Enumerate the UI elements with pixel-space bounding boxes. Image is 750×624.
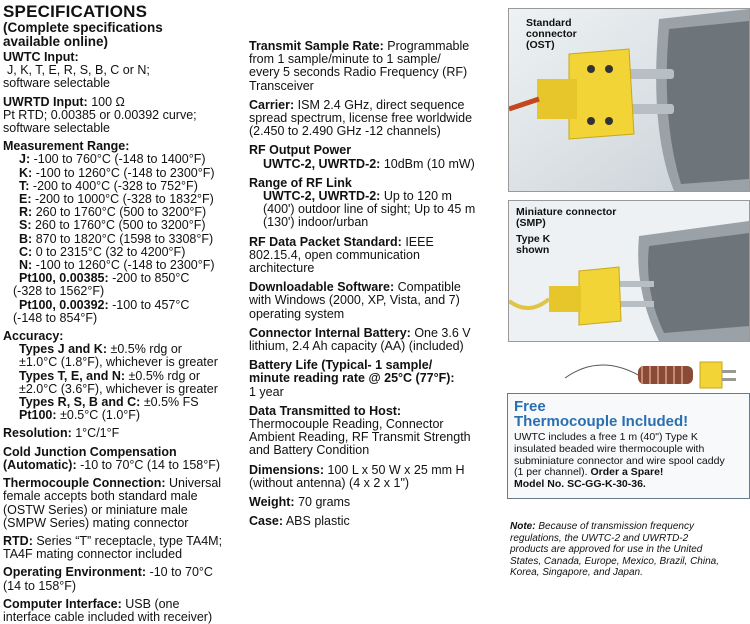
accuracy-pt100: Pt100: ±0.5°C (1.0°F) bbox=[19, 408, 141, 423]
resolution: Resolution: 1°C/1°F bbox=[3, 426, 120, 441]
measurement-range-row: B: 870 to 1820°C (1598 to 3308°F) bbox=[19, 231, 214, 246]
free-thermocouple-box bbox=[507, 393, 750, 499]
rf-output-power: RF Output Power UWTC-2, UWRTD-2: 10dBm (10 mW) bbox=[249, 143, 475, 171]
transmit-sample-rate: Transmit Sample Rate: Programmable from 1 sample/minute to 1 sample/ every 5 seconds Radio Frequency (RF) Transceiver bbox=[249, 39, 470, 93]
rtd-connection: RTD: Series “T” receptacle, type TA4M; TA4F mating connector included bbox=[3, 533, 223, 562]
rf-data-packet-standard: RF Data Packet Standard: IEEE 802.15.4, open communication architecture bbox=[249, 234, 434, 276]
uwtc-input: UWTC Input: J, K, T, E, R, S, B, C or N; software selectable bbox=[3, 50, 150, 91]
thermocouple-connection: Thermocouple Connection: Universal female accepts both standard male (OSTW Series) or miniature male (SMPW Series) mating connector bbox=[3, 476, 222, 530]
measurement-range-row: J: -100 to 760°C (-148 to 1400°F) bbox=[19, 152, 206, 167]
thermocouple-probe-illustration bbox=[560, 348, 748, 398]
dimensions: Dimensions: 100 L x 50 W x 25 mm H (without antenna) (4 x 2 x 1") bbox=[249, 462, 465, 490]
measurement-range-row: E: -200 to 1000°C (-328 to 1832°F) bbox=[19, 192, 214, 207]
computer-interface: Computer Interface: USB (one interface cable included with receiver) bbox=[3, 596, 213, 624]
carrier: Carrier: ISM 2.4 GHz, direct sequence spread spectrum, license free worldwide (2.450 to 2.490 GHz -12 channels) bbox=[249, 97, 473, 139]
measurement-range-row: T: -200 to 400°C (-328 to 752°F) bbox=[19, 178, 198, 193]
operating-environment: Operating Environment: -10 to 70°C (14 to 158°F) bbox=[3, 565, 213, 593]
data-transmitted: Data Transmitted to Host: Thermocouple Reading, Connector Ambient Reading, RF Transmit Strength and Battery Condition bbox=[249, 403, 471, 458]
measurement-range: Measurement Range: J: -100 to 760°C (-148 to 1400°F) K: -100 to 1260°C (-148 to 2300°F) T: -200 to 400°C (-328 to 752°F) E: -200 to 1000°C (-328 to 1832°F) R: 260 to 1760°C (500 to 3200°F) S: 260 to 1760°C (500 to 3200°F) B: 870 to 1820°C (1598 to 3308°F) C: 0 to 2315°C (32 to 4200°F) N: -100 to 1260°C (-148 to 2300°F) Pt100, 0.00385: -200 to 850°C (-328 to 1562°F) Pt100, 0.00392: -100 to 457°C (-148 to 854°F) bbox=[3, 140, 248, 325]
rf-range: Range of RF Link UWTC-2, UWRTD-2: Up to 120 m (400') outdoor line of sight; Up to 45 m (130') indoor/urban bbox=[249, 175, 476, 230]
miniature-connector-caption: Miniature connector (SMP) Type K shown bbox=[516, 206, 617, 256]
accuracy: Accuracy: Types J and K: ±0.5% rdg or ±1.0°C (1.8°F), whichever is greater Types T, E, and N: ±0.5% rdg or ±2.0°C (3.6°F), whichever is greater Types R, S, B and C: ±0.5% FS Pt100: ±0.5°C (1.0°F) bbox=[3, 330, 248, 422]
model-number: Model No. SC-GG-K-30-36. bbox=[514, 478, 646, 491]
weight: Weight: 70 grams bbox=[249, 495, 351, 510]
cold-junction: Cold Junction Compensation (Automatic): -10 to 70°C (14 to 158°F) bbox=[3, 444, 221, 472]
measurement-range-row: N: -100 to 1260°C (-148 to 2300°F) bbox=[19, 258, 215, 273]
order-spare-link[interactable]: Order a Spare! bbox=[590, 466, 664, 479]
free-subtitle: Thermocouple Included! bbox=[514, 413, 689, 430]
accuracy-rsbc: Types R, S, B and C: ±0.5% FS bbox=[19, 395, 199, 410]
uwrtd-input: UWRTD Input: 100 Ω Pt RTD; 0.00385 or 0.00392 curve; software selectable bbox=[3, 94, 197, 136]
page-title: SPECIFICATIONS bbox=[3, 2, 148, 21]
regulatory-note: Note: Because of transmission frequency regulations, the UWTC-2 and UWRTD-2 products are approved for use in the United States, Canada, Europe, Mexico, Brazil, China, Korea, Singapore, and Japan. bbox=[510, 521, 719, 578]
measurement-range-row: K: -100 to 1260°C (-148 to 2300°F) bbox=[19, 165, 215, 180]
downloadable-software: Downloadable Software: Compatible with Windows (2000, XP, Vista, and 7) operating system bbox=[249, 280, 461, 321]
measurement-range-row: R: 260 to 1760°C (500 to 3200°F) bbox=[19, 205, 207, 220]
standard-connector-caption: Standard connector (OST) bbox=[526, 17, 577, 51]
measurement-range-list bbox=[3, 153, 248, 272]
pt100-385-row: Pt100, 0.00385: -200 to 850°C bbox=[19, 271, 190, 286]
pt100-392-row: Pt100, 0.00392: -100 to 457°C bbox=[19, 297, 190, 312]
measurement-range-row: C: 0 to 2315°C (32 to 4200°F) bbox=[19, 244, 186, 259]
specs-column-1 bbox=[3, 0, 248, 624]
free-title: Free bbox=[514, 398, 546, 415]
accuracy-ten: Types T, E, and N: ±0.5% rdg or bbox=[19, 368, 201, 383]
subheading: (Complete specifications available online) bbox=[3, 20, 163, 49]
free-body: UWTC includes a free 1 m (40") Type K insulated beaded wire thermocouple with subminiature connector and wire spool caddy (1 per channel). Order a Spare! Model No. SC-GG-K-30-36. bbox=[514, 432, 746, 491]
internal-battery: Connector Internal Battery: One 3.6 V lithium, 2.4 Ah capacity (AA) (included) bbox=[249, 325, 471, 354]
accuracy-jk: Types J and K: ±0.5% rdg or bbox=[19, 342, 182, 357]
specs-column-2 bbox=[249, 40, 497, 535]
case-material: Case: ABS plastic bbox=[249, 514, 350, 529]
measurement-range-row: S: 260 to 1760°C (500 to 3200°F) bbox=[19, 218, 206, 233]
battery-life: Battery Life (Typical- 1 sample/ minute reading rate @ 25°C (77°F): 1 year bbox=[249, 358, 455, 399]
